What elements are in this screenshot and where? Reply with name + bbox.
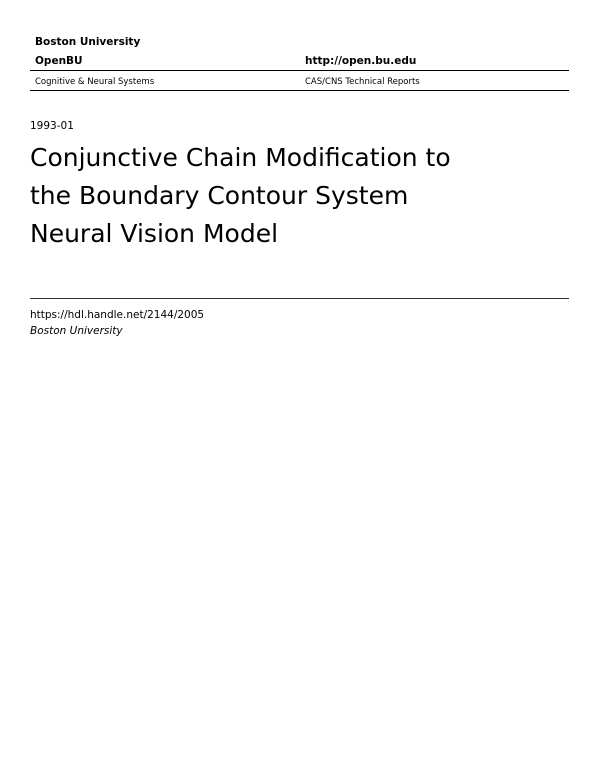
collection-divider xyxy=(30,90,569,91)
collection-series: CAS/CNS Technical Reports xyxy=(305,77,420,87)
title-line: Conjunctive Chain Modification to xyxy=(30,143,451,172)
document-date: 1993-01 xyxy=(30,120,74,132)
repository-name: OpenBU xyxy=(35,55,83,67)
header-divider xyxy=(30,70,569,71)
publisher-name: Boston University xyxy=(30,325,123,337)
title-line: Neural Vision Model xyxy=(30,219,279,248)
document-title xyxy=(30,139,550,253)
title-line: the Boundary Contour System xyxy=(30,181,409,210)
institution-name: Boston University xyxy=(35,36,141,48)
title-divider xyxy=(30,298,569,299)
repository-url-link[interactable]: http://open.bu.edu xyxy=(305,55,417,67)
collection-department: Cognitive & Neural Systems xyxy=(35,77,155,87)
handle-link[interactable]: https://hdl.handle.net/2144/2005 xyxy=(30,309,205,321)
